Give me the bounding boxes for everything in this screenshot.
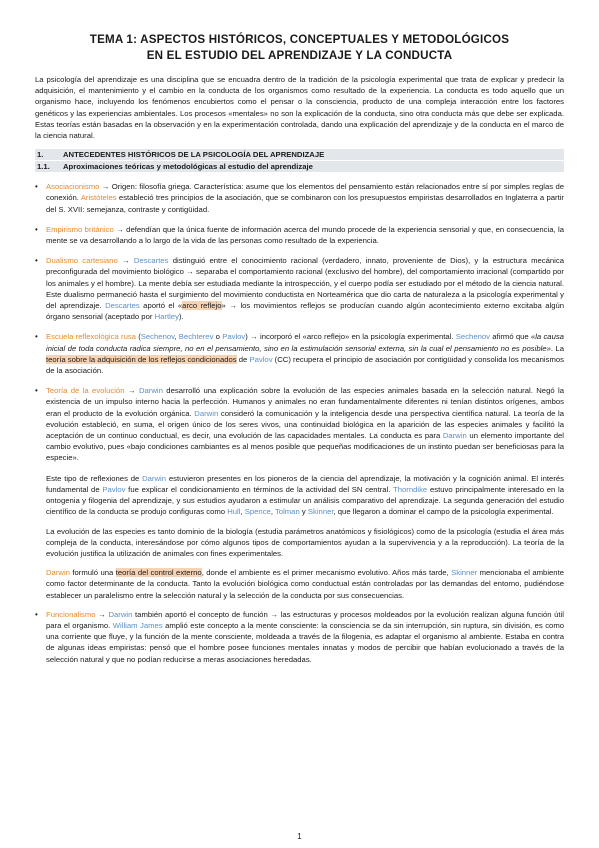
paragraph-control-externo — [46, 567, 564, 601]
bullet-asociacionismo — [35, 181, 564, 215]
author: Pavlov — [102, 484, 126, 494]
term: Escuela reflexológica rusa — [46, 332, 136, 342]
text: mencionaba el ambiente como factor determinante de la conducta. Tanto la evolución biológica como conductual están controladas por las demandas del entorno, pudiéndose establecer un paralelismo entre la selección natural y la selección de la conducta por sus consecuencias. — [46, 568, 564, 600]
text: estuvieron presentes en los pioneros de la ciencia del aprendizaje, la motivación y la cognición animal. El interés fundamental de — [46, 473, 564, 494]
section-label: ANTECEDENTES HISTÓRICOS DE LA PSICOLOGÍA DEL APRENDIZAJE — [63, 150, 325, 160]
bullet-funcionalismo — [35, 609, 564, 665]
quote: «la causa inicial de toda conducta radica siempre, no en el pensamiento, sino en la estimulación sensorial externa, sin la cual el pensamiento no es posible» — [46, 332, 564, 353]
title-line-2: EN EL ESTUDIO DEL APRENDIZAJE Y LA CONDUCTA — [146, 49, 453, 62]
author: Thorndike — [393, 484, 428, 494]
paragraph-pioneros — [46, 473, 564, 518]
author: Descartes — [133, 256, 169, 266]
author: Pavlov — [249, 354, 273, 364]
bullet-reflexologica — [35, 331, 564, 376]
author: Darwin — [442, 431, 467, 441]
text: también aportó el concepto de función → las estructuras y procesos moldeados por la evolución realizan alguna función útil para el organismo. — [46, 609, 564, 630]
text: » → los movimientos reflejos se producían cuando algún acontecimiento externo excitaba algún órgano sensorial (aceptado por — [46, 301, 565, 322]
bullet-text — [46, 224, 564, 246]
author: Bechterev — [178, 332, 214, 342]
text: , donde el ambiente es el primer mecanismo evolutivo. Años más tarde, — [201, 568, 452, 578]
author: Descartes — [105, 301, 140, 311]
author: Pavlov — [222, 332, 246, 342]
text: , — [174, 332, 179, 342]
bullet-text — [46, 609, 564, 665]
page-title — [35, 32, 564, 64]
section-label: Aproximaciones teóricas y metodológicas al estudio del aprendizaje — [63, 162, 313, 172]
text: estableció tres principios de la asociación, que se combinaron con los presupuestos empiristas desarrollados en Inglaterra a partir del S. XVII: semejanza, contraste y contigüidad. — [46, 193, 564, 214]
author: William James — [112, 620, 163, 630]
author: Sechenov — [455, 332, 490, 342]
section-heading-1-1 — [35, 161, 564, 172]
author: Spence — [244, 507, 271, 517]
text: → — [117, 256, 134, 266]
author: Darwin — [108, 609, 133, 619]
paragraph-evolucion-especies: La evolución de las especies es tanto dominio de la biología (estudia parámetros anatómicos y fisiológicos) como de la psicología (estudia el área más compleja de la conducta, interesándose por cómo algunos tipos de comportamientos ayudan a la supervivencia y a la reproducción). La teoría de la evolución justifica la utilización de animales con fines experimentales. — [46, 526, 564, 558]
author: Darwin — [46, 568, 70, 578]
document-page — [35, 32, 564, 674]
bullet-dot-icon: • — [35, 224, 38, 234]
bullet-dot-icon: • — [35, 332, 38, 342]
text: amplió este concepto a la mente consciente: la consciencia se da sin interrupción, sin ruptura, sin división, es como una corriente que fluye, y la función de la mente consciente, moldeada a través de la filogenia, es adaptar el organismo al ambiente. Estaba en contra de algunas ideas empiristas: pensó que el hombre posee funciones mentales innatas y modos de percibir que habían evolucionado a través de la selección natural y que no podían reducirse a meras asociaciones heredadas. — [46, 620, 565, 664]
text: → Origen: filosofía griega. Característica: asume que los elementos del pensamiento están relacionados entre sí por simples reglas de conexión. — [46, 182, 564, 203]
author: Tolman — [274, 507, 300, 517]
text: ). — [178, 312, 184, 322]
text: estuvo principalmente interesado en la ontogenia y filogenia del aprendizaje, y sus estudios ayudaron a estimular un análisis comparativo del aprendizaje. La segunda generación del estudio científico de la conducta se produjo configuras como — [46, 484, 565, 517]
text: (CC) recupera el principio de asociación por contigüidad y consolida los mecanismos de la asociación. — [46, 354, 564, 376]
section-heading-1 — [35, 149, 564, 161]
term: Funcionalismo — [46, 609, 96, 619]
text: Este tipo de reflexiones de — [46, 473, 143, 483]
bullet-evolucion — [35, 385, 564, 463]
author: Hull — [227, 507, 241, 517]
term: Asociacionismo — [46, 182, 100, 192]
author: Darwin — [138, 386, 163, 396]
highlight: arco reflejo — [182, 301, 222, 311]
text: un elemento importante del cambio evolutivo, pues «bajo condiciones cambiantes es al menos posible que pequeñas modificaciones de un instinto puedan ser beneficiosas para la especie». — [46, 431, 564, 463]
text: → defendían que la única fuente de información acerca del mundo procede de la experiencia sensorial y que, en consecuencia, la mente se va desarrollando a lo largo de la vida de las personas como resultado de la experiencia. — [46, 224, 564, 246]
text: → — [95, 609, 109, 619]
text: , — [270, 507, 275, 517]
author: Hartley — [154, 312, 179, 322]
text: ) → incorporó el «arco reflejo» en la psicología experimental. — [245, 332, 456, 342]
author: Sechenov — [140, 332, 175, 342]
text: ( — [135, 332, 141, 342]
bullet-list — [35, 181, 564, 665]
bullet-text — [46, 255, 564, 322]
author: Darwin — [142, 473, 167, 483]
term: Empirismo británico — [46, 224, 114, 234]
text: → — [124, 386, 139, 396]
text: . La — [550, 343, 564, 353]
bullet-dot-icon: • — [35, 182, 38, 192]
highlight: teoría del control externo — [115, 568, 202, 578]
bullet-dot-icon: • — [35, 256, 38, 266]
term: Teoría de la evolución — [46, 386, 125, 396]
term: Dualismo cartesiano — [46, 256, 118, 266]
section-number: 1. — [37, 150, 44, 160]
title-line-1: TEMA 1: ASPECTOS HISTÓRICOS, CONCEPTUALES Y METODOLÓGICOS — [89, 33, 510, 46]
intro-paragraph: La psicología del aprendizaje es una disciplina que se encuadra dentro de la tradición de la psicología experimental que trata de explicar y predecir la adquisición, el mantenimiento y el cambio en la conducta de los organismos como resultado de la experiencia. La conducta es todo aquello que un organismo hace, incluyendo los fenómenos encubiertos como el pensar o la consciencia, producto de una compleja interacción entre los factores genéticos y las experiencias ambientales. Los procesos «mentales» no son la explicación de la conducta, sino otra conducta más que debe ser explicada. Estas teorías están basadas en la observación y en la experimentación controlada, dando una explicación del aprendizaje y de la conducta en el marco de la ciencia natural. — [35, 75, 564, 141]
bullet-empirismo — [35, 224, 564, 246]
author: Aristóteles — [80, 193, 117, 203]
text: consideró la comunicación y la inteligencia desde una perspectiva científica natural. La teoría de la evolución estableció, en suma, el origen único de los seres vivos, una continuidad biológica en la aparición de las especies animales y facilitó la aceptación de un continuo conductual, es decir, una evolución de las capacidades mentales. La conducta es para — [46, 408, 564, 441]
bullet-dualismo — [35, 255, 564, 322]
bullet-text — [46, 181, 564, 215]
text: o — [213, 332, 223, 342]
text: de — [236, 354, 250, 364]
bullet-text — [46, 331, 564, 376]
author: Skinner — [451, 568, 478, 578]
highlight: teoría sobre la adquisición de los reflejos condicionados — [46, 354, 237, 364]
text: , que llegaron a dominar el campo de la psicología experimental. — [333, 507, 554, 517]
text: distinguió entre el conocimiento racional (verdadero, innato, proveniente de Dios), y la estructura mecánica preconfigurada del movimiento biológico → separaba el comportamiento racional (exclusivo del hombre), del comportamiento irracional (compartido por los animales y el hombre). La mente debía ser estudiada mediante la introspección, y el cuerpo podía ser estudiado por el método de la ciencia natural. Este dualismo permaneció hasta el surgimiento del movimiento conductista en Norteamérica que dio carta de naturaleza a la psicología experimental y del aprendizaje. — [46, 256, 564, 311]
bullet-dot-icon: • — [35, 386, 38, 396]
text: desarrolló una explicación sobre la evolución de las especies animales basada en la selección natural. Negó la existencia de un impulso interno hacia la perfección. Humanos y animales no eran fundamentalmente diferentes ni tenían distintos orígenes, ambos eran el producto de la evolución orgánica. — [46, 386, 564, 418]
text: aportó el « — [139, 301, 183, 311]
section-number: 1.1. — [37, 162, 50, 172]
text: formuló una — [69, 568, 116, 578]
author: Skinner — [307, 507, 334, 517]
text: fue explicar el condicionamiento en términos de la actividad del SN central. — [125, 484, 394, 494]
bullet-text — [46, 385, 564, 463]
author: Darwin — [194, 408, 219, 418]
text: , — [240, 507, 245, 517]
bullet-dot-icon: • — [35, 609, 38, 619]
text: y — [299, 507, 308, 517]
page-number: 1 — [297, 832, 302, 841]
text: afirmó que — [490, 332, 531, 342]
